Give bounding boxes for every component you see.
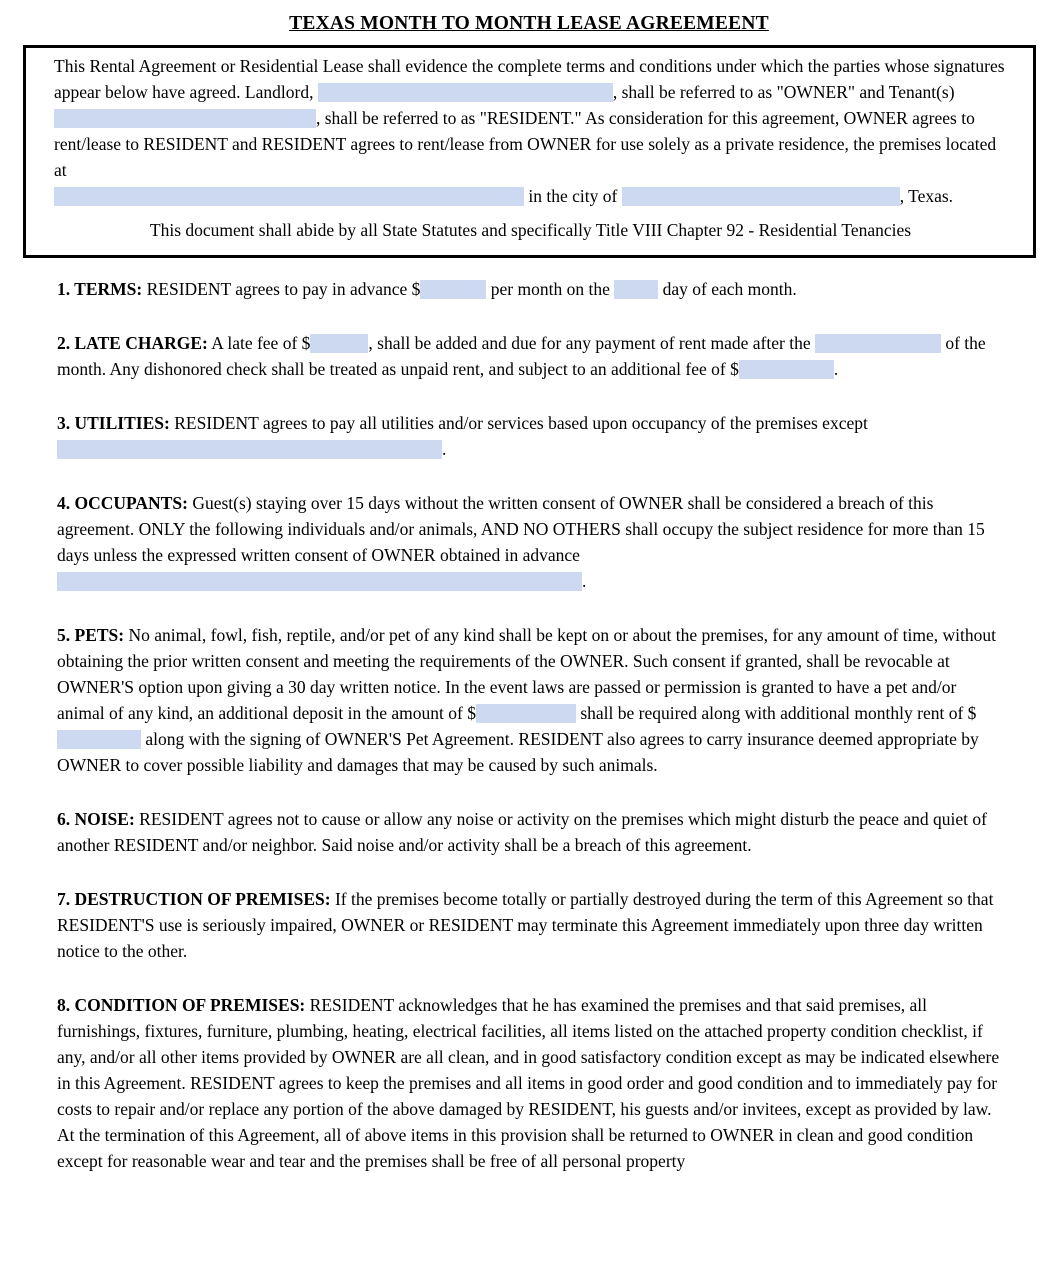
text-run: per month on the <box>486 279 615 299</box>
text-run: RESIDENT acknowledges that he has examined the premises and that said premises, all furnishings, fixtures, furniture, plumbing, heating, electrical facilities, all items listed on the attached property condition checklist, if any, and/or all other items provided by OWNER are all clean, and in good satisfactory condition except as may be indicated elsewhere in this Agreement. RESIDENT agrees to keep the premises and all items in good order and good condition and to immediately pay for costs to repair and/or replace any portion of the above damaged by RESIDENT, his guests and/or invitees, except as provided by law. At the termination of this Agreement, all of above items in this provision shall be returned to OWNER in clean and good condition except for reasonable wear and tear and the premises shall be free of all personal property <box>57 995 1000 1171</box>
text-run: RESIDENT agrees to pay all utilities and/or services based upon occupancy of the premises except <box>169 413 868 433</box>
statute-line: This document shall abide by all State Statutes and specifically Title VIII Chapter 92 - Residential Tenancies <box>149 220 912 240</box>
text-run: along with the signing of OWNER'S Pet Agreement. RESIDENT also agrees to carry insurance deemed appropriate by OWNER to cover possible liability and damages that may be caused by such animals. <box>57 729 979 775</box>
section-pets <box>57 622 1005 778</box>
section-occupants <box>57 490 1005 594</box>
section-utilities <box>57 410 1005 462</box>
text-run: . <box>833 359 839 379</box>
section-condition-of-premises <box>57 992 1005 1174</box>
text-run: , shall be referred to as "OWNER" and Tenant(s) <box>612 82 955 102</box>
text-run: A late fee of $ <box>207 333 311 353</box>
text-run: This Rental Agreement or Residential Lease shall evidence the complete terms and conditions under which the parties whose signatures appear below have agreed. Landlord, <box>54 56 1005 102</box>
late-after-day-field[interactable] <box>815 334 941 353</box>
intro-box <box>23 45 1036 258</box>
document-title: TEXAS MONTH TO MONTH LEASE AGREEMEENT <box>289 13 769 34</box>
text-run: RESIDENT agrees not to cause or allow any noise or activity on the premises which might disturb the peace and quiet of another RESIDENT and/or neighbor. Said noise and/or activity shall be a breach of this agreement. <box>57 809 987 855</box>
section-heading: 6. NOISE: <box>57 809 135 829</box>
text-run: , shall be referred to as "RESIDENT." As consideration for this agreement, OWNER agrees to rent/lease to RESIDENT and RESIDENT agrees to rent/lease from OWNER for use solely as a private residence, the premises located at <box>54 108 997 180</box>
text-run: . <box>442 439 447 459</box>
premises-address-field[interactable] <box>54 187 524 206</box>
text-run: day of each month. <box>658 279 797 299</box>
intro-paragraph <box>54 53 1007 209</box>
text-run: RESIDENT agrees to pay in advance $ <box>142 279 421 299</box>
section-heading: 5. PETS: <box>57 625 125 645</box>
city-field[interactable] <box>622 187 900 206</box>
text-run: in the city of <box>524 186 622 206</box>
section-heading: 1. TERMS: <box>57 279 143 299</box>
text-run: , shall be added and due for any payment of rent made after the <box>368 333 815 353</box>
text-run: Guest(s) staying over 15 days without the written consent of OWNER shall be considered a breach of this agreement. ONLY the following individuals and/or animals, AND NO OTHERS shall occupy the subject residence for more than 15 days unless the expressed written consent of OWNER obtained in advance <box>57 493 985 565</box>
section-heading: 3. UTILITIES: <box>57 413 170 433</box>
utilities-exception-field[interactable] <box>57 440 442 459</box>
monthly-rent-field[interactable] <box>420 280 486 299</box>
dishonored-check-fee-field[interactable] <box>739 360 834 379</box>
section-heading: 8. CONDITION OF PREMISES: <box>57 995 306 1015</box>
text-run: , Texas. <box>899 186 954 206</box>
text-run: No animal, fowl, fish, reptile, and/or pet of any kind shall be kept on or about the premises, for any amount of time, without obtaining the prior written consent and meeting the requirements of the OWNER. Such consent if granted, shall be revocable at OWNER'S option upon giving a 30 day written notice. In the event laws are passed or permission is granted to have a pet and/or animal of any kind, an additional deposit in the amount of $ <box>57 625 996 723</box>
text-run: . <box>582 571 587 591</box>
text-run: shall be required along with additional monthly rent of $ <box>575 703 977 723</box>
occupants-list-field[interactable] <box>57 572 582 591</box>
pet-monthly-rent-field[interactable] <box>57 730 141 749</box>
section-heading: 7. DESTRUCTION OF PREMISES: <box>57 889 331 909</box>
tenant-names-field[interactable] <box>54 109 316 128</box>
section-destruction-of-premises <box>57 886 1005 964</box>
pet-deposit-field[interactable] <box>476 704 576 723</box>
text-run: If the premises become totally or partially destroyed during the term of this Agreement so that RESIDENT'S use is seriously impaired, OWNER or RESIDENT may terminate this Agreement immediately upon three day written notice to the other. <box>57 889 994 961</box>
section-heading: 2. LATE CHARGE: <box>57 333 208 353</box>
landlord-name-field[interactable] <box>318 83 613 102</box>
late-fee-amount-field[interactable] <box>310 334 368 353</box>
section-heading: 4. OCCUPANTS: <box>57 493 188 513</box>
section-late-charge <box>57 330 1005 382</box>
section-noise <box>57 806 1005 858</box>
text-run: of the month. Any dishonored check shall be treated as unpaid rent, and subject to an additional fee of $ <box>57 333 986 379</box>
rent-due-day-field[interactable] <box>614 280 658 299</box>
section-terms <box>57 276 1005 302</box>
sections-container <box>0 258 1058 1174</box>
